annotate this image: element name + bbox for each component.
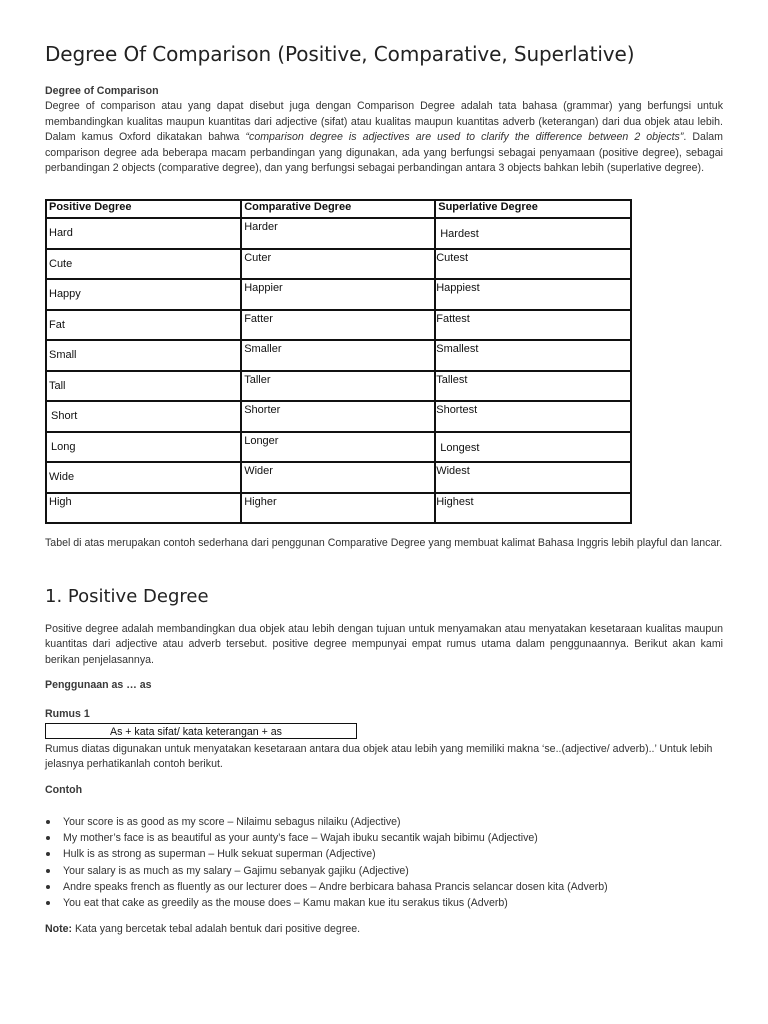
positive-text: Long: [51, 440, 76, 453]
positive-cell: Small: [46, 340, 241, 371]
table-row: [46, 340, 631, 371]
positive-cell: [46, 401, 241, 432]
comparative-cell: Longer: [241, 432, 435, 463]
positive-cell: Wide: [46, 462, 241, 493]
header-comparative: Comparative Degree: [241, 200, 435, 218]
superlative-cell: Smallest: [435, 340, 631, 371]
list-item: Andre speaks french as fluently as our lecturer does – Andre berbicara bahasa Prancis selancar dosen kita (Adverb): [45, 879, 608, 895]
positive-cell: Fat: [46, 310, 241, 341]
rumus-label: Rumus 1: [45, 708, 90, 720]
example-list: [45, 814, 608, 911]
positive-cell: High: [46, 493, 241, 524]
intro-subheading: Degree of Comparison: [45, 85, 159, 97]
table-row: [46, 401, 631, 432]
usage-label: Penggunaan as … as: [45, 679, 152, 691]
comparative-cell: Fatter: [241, 310, 435, 341]
oxford-quote: “comparison degree is adjectives are used to clarify the difference between 2 objects”: [245, 131, 684, 144]
note-label: Note:: [45, 923, 73, 935]
list-item: Your score is as good as my score – Nilaimu sebagus nilaiku (Adjective): [45, 814, 608, 830]
page-title: Degree Of Comparison (Positive, Comparative, Superlative): [45, 42, 635, 66]
intro-text-after-quote: . Dalam comparison degree ada beberapa macam perbandingan yang digunakan, ada yang berfungsi sebagai penyamaan (positive degree), sebagai perbandingan 2 objects (comparative degree), dan yang berfungsi sebagai perbandingan antara 3 objects bahkan lebih (superlative degree).: [45, 131, 724, 175]
comparative-cell: Smaller: [241, 340, 435, 371]
contoh-label: Contoh: [45, 784, 83, 796]
superlative-text: Longest: [440, 441, 480, 454]
degree-table: [45, 199, 632, 524]
table-header-row: [46, 200, 631, 218]
positive-cell: Tall: [46, 371, 241, 402]
superlative-cell: [435, 432, 631, 463]
list-item: My mother’s face is as beautiful as your aunty’s face – Wajah ibuku secantik wajah bibimu (Adjective): [45, 830, 608, 846]
table-row: [46, 462, 631, 493]
table-row: [46, 493, 631, 524]
intro-section: [45, 84, 723, 176]
comparative-cell: Harder: [241, 218, 435, 249]
note-text: Kata yang bercetak tebal adalah bentuk dari positive degree.: [72, 923, 361, 935]
section-heading-positive: 1. Positive Degree: [45, 586, 209, 607]
list-item: Your salary is as much as my salary – Gajimu sebanyak gajiku (Adjective): [45, 863, 608, 879]
list-item: You eat that cake as greedily as the mouse does – Kamu makan kue itu serakus tikus (Adverb): [45, 895, 608, 911]
intro-paragraph: [45, 99, 723, 176]
table-summary: Tabel di atas merupakan contoh sederhana dari penggunan Comparative Degree yang membuat kalimat Bahasa Inggris lebih playful dan lancar.: [45, 537, 723, 549]
rumus-description: Rumus diatas digunakan untuk menyatakan kesetaraan antara dua objek atau lebih yang memiliki makna ‘se..(adjective/ adverb)..’ Untuk lebih jelasnya perhatikanlah contoh berikut.: [45, 743, 713, 771]
comparative-cell: Wider: [241, 462, 435, 493]
table-row: [46, 310, 631, 341]
header-positive: Positive Degree: [46, 200, 241, 218]
table-row: [46, 218, 631, 249]
note: [45, 923, 360, 935]
positive-cell: Hard: [46, 218, 241, 249]
formula-box: As + kata sifat/ kata keterangan + as: [45, 723, 357, 739]
comparative-cell: Higher: [241, 493, 435, 524]
superlative-cell: Fattest: [435, 310, 631, 341]
comparative-cell: Shorter: [241, 401, 435, 432]
positive-paragraph: Positive degree adalah membandingkan dua objek atau lebih dengan tujuan untuk menyamakan atau menyatakan kesetaraan kualitas maupun kuantitas dari adjective atau adverb tersebut. positive degree mempunyai empat rumus utama dalam penggunaannya. Berikut akan kami berikan penjelasannya.: [45, 623, 723, 666]
comparative-cell: Cuter: [241, 249, 435, 280]
superlative-cell: Widest: [435, 462, 631, 493]
list-item: Hulk is as strong as superman – Hulk sekuat superman (Adjective): [45, 846, 608, 862]
positive-text: Short: [51, 410, 78, 423]
superlative-cell: Cutest: [435, 249, 631, 280]
table-row: [46, 279, 631, 310]
positive-cell: [46, 432, 241, 463]
positive-cell: Cute: [46, 249, 241, 280]
intro-text-before-quote: Degree of comparison atau yang dapat disebut juga dengan Comparison Degree adalah tata bahasa (grammar) yang berfungsi untuk membandingkan kualitas maupun kuantitas dari adjective (sifat) atau kualitas maupun kuantitas adverb (keterangan) dari dua objek atau lebih. Dalam kamus Oxford dikatakan bahwa: [45, 100, 723, 144]
table-row: [46, 432, 631, 463]
superlative-text: Hardest: [440, 228, 479, 241]
superlative-cell: [435, 218, 631, 249]
header-superlative: Superlative Degree: [435, 200, 631, 218]
comparative-cell: Taller: [241, 371, 435, 402]
superlative-cell: Tallest: [435, 371, 631, 402]
superlative-cell: Highest: [435, 493, 631, 524]
positive-cell: Happy: [46, 279, 241, 310]
comparative-cell: Happier: [241, 279, 435, 310]
table-row: [46, 371, 631, 402]
table-row: [46, 249, 631, 280]
superlative-cell: Shortest: [435, 401, 631, 432]
superlative-cell: Happiest: [435, 279, 631, 310]
